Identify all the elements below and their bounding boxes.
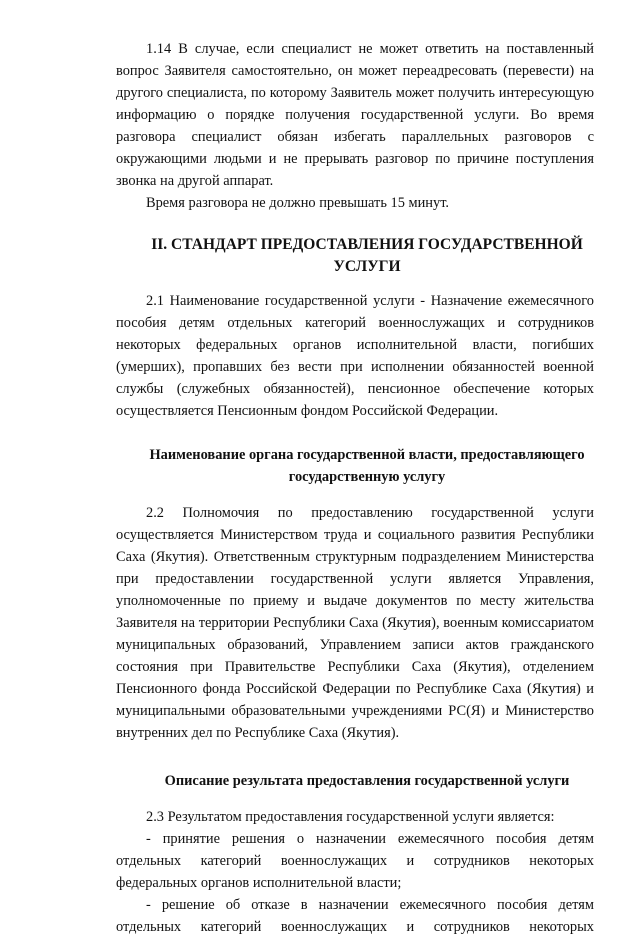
list-item-refusal: - решение об отказе в назначении ежемесячного пособия детям отдельных категорий военнослужащих и сотрудников некоторых xyxy=(116,897,594,935)
subheading-result: Описание результата предоставления государственной услуги xyxy=(164,773,570,789)
list-item-decision: - принятие решения о назначении ежемесячного пособия детям отдельных категорий военнослужащих и сотрудников некоторых федеральных органов исполнительной власти; xyxy=(116,831,594,891)
paragraph-call-duration: Время разговора не должно превышать 15 минут. xyxy=(146,195,450,211)
paragraph-1-14: 1.14 В случае, если специалист не может ответить на поставленный вопрос Заявителя самостоятельно, он может переадресовать (перевести) на другого специалиста, по которому Заявитель может получить интересующую информацию о порядке получения государственной услуги. Во время разговора специалист обязан избегать параллельных разговоров с окружающими людьми и не прерывать разговор по причине поступления звонка на другой аппарат. xyxy=(116,41,594,189)
paragraph-2-3-intro: 2.3 Результатом предоставления государственной услуги является: xyxy=(146,809,555,825)
subheading-authority: Наименование органа государственной власти, предоставляющего государственную услугу xyxy=(149,447,585,485)
section-2-heading: II. СТАНДАРТ ПРЕДОСТАВЛЕНИЯ ГОСУДАРСТВЕННОЙ УСЛУГИ xyxy=(151,236,583,275)
paragraph-2-1: 2.1 Наименование государственной услуги - Назначение ежемесячного пособия детям отдельных категорий военнослужащих и сотрудников некоторых федеральных органов исполнительной власти, погибших (умерших), пропавших без вести при исполнении обязанностей военной службы (служебных обязанностей), пенсионное обеспечение которых осуществляется Пенсионным фондом Российской Федерации. xyxy=(116,293,594,419)
paragraph-2-2: 2.2 Полномочия по предоставлению государственной услуги осуществляется Министерством труда и социального развития Республики Саха (Якутия). Ответственным структурным подразделением Министерства при предоставлении государственной услуги является Управления, уполномоченные по приему и выдаче документов по месту жительства Заявителя на территории Республики Саха (Якутия), военным комиссариатом муниципальных образований, Управлением записи актов гражданского состояния при Правительстве Республики Саха (Якутия), отделением Пенсионного фонда Российской Федерации по Республике Саха (Якутия) и муниципальными образовательными учреждениями РС(Я) и Министерство внутренних дел по Республике Саха (Якутия). xyxy=(116,505,594,741)
